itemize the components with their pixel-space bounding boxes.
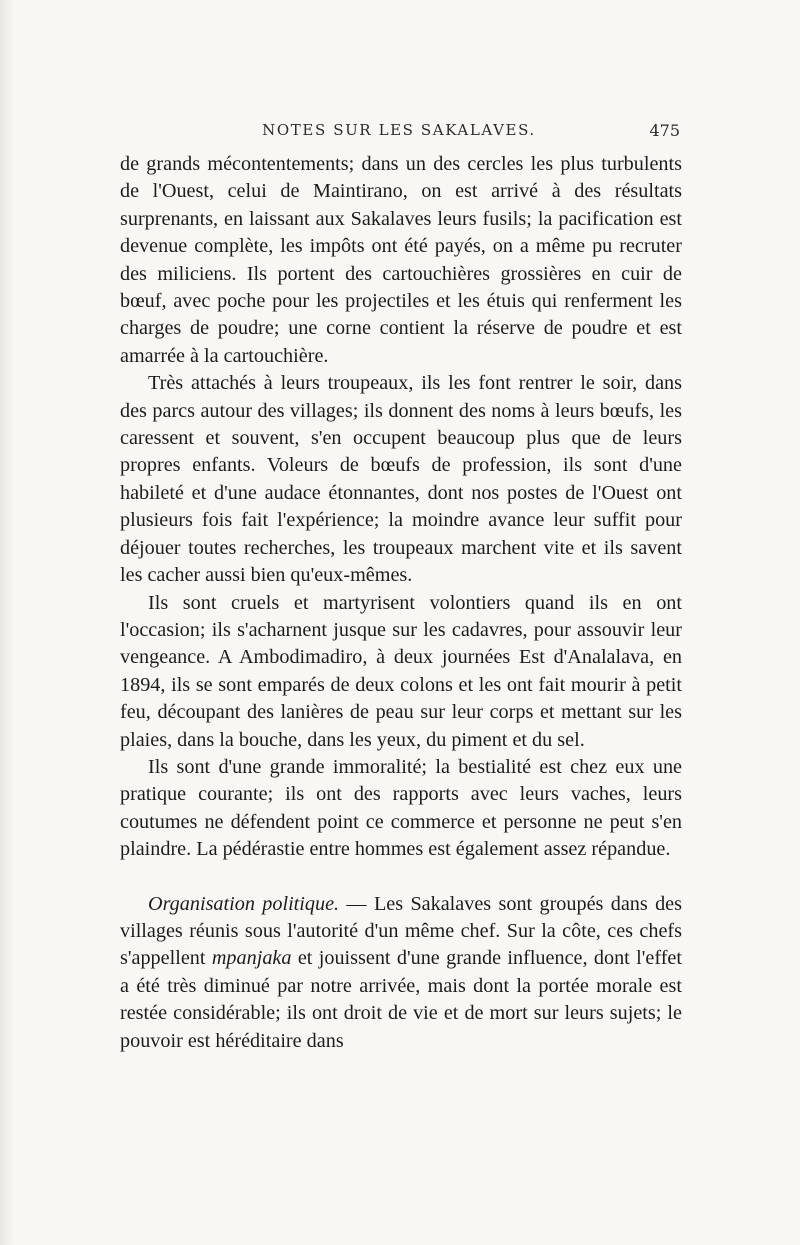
paragraph-1: de grands mécontentements; dans un des cercles les plus turbulents de l'Ouest, celui de Maintirano, on est arrivé à des résultats surprenants, en laissant aux Sakalaves leurs fusils; la pacification est devenue complète, les impôts ont été payés, on a même pu recruter des miliciens. Ils portent des cartouchières grossières en cuir de bœuf, avec poche pour les projectiles et les étuis qui renferment les charges de poudre; une corne contient la réserve de poudre et est amarrée à la cartouchière. [120, 153, 682, 367]
term-mpanjaka: mpanjaka [211, 947, 292, 970]
section-text-end: et jouissent d'une grande influence, dont l'effet a été très diminué par notre arrivée, mais dont la portée morale est restée considérable; ils ont droit de vie et de mort sur leurs sujets; le pouvoir est héréditaire dans [120, 947, 683, 1052]
section-text: — Les Sakalaves sont groupés dans des villages réunis sous l'autorité d'un même chef. Sur la côte, ces chefs s'appellent [120, 892, 682, 970]
scan-edge-shadow [0, 0, 14, 1245]
paragraph-4: Ils sont d'une grande immoralité; la bestialité est chez eux une pratique courante; ils ont des rapports avec leurs vaches, leurs coutumes ne défendent point ce commerce et personne ne peut s'en plaindre. La pédérastie entre hommes est également assez répandue. [120, 755, 682, 861]
body-text [120, 151, 682, 1055]
page-number: 475 [649, 121, 680, 140]
section-heading: Organisation politique. [148, 892, 340, 915]
paragraph-2: Très attachés à leurs troupeaux, ils les font rentrer le soir, dans des parcs autour des villages; ils donnent des noms à leurs bœufs, les caressent et souvent, s'en occupent beaucoup plus que de leurs propres enfants. Voleurs de bœufs de profession, ils sont d'une habileté et d'une audace étonnantes, dont nos postes de l'Ouest ont plusieurs fois fait l'expérience; la moindre avance leur suffit pour déjouer toutes recherches, les troupeaux marchent vite et ils savent les cacher aussi bien qu'eux-mêmes. [120, 372, 682, 587]
paragraph-3: Ils sont cruels et martyrisent volontiers quand ils en ont l'occasion; ils s'acharnent jusque sur les cadavres, pour assouvir leur vengeance. A Ambodimadiro, à deux journées Est d'Analalava, en 1894, ils se sont emparés de deux colons et les ont fait mourir à petit feu, découpant des lanières de peau sur leur corps et mettant sur les plaies, dans la bouche, dans les yeux, du piment et du sel. [120, 591, 682, 751]
page-header [118, 121, 680, 143]
section-paragraph [120, 891, 682, 1055]
running-title: NOTES SUR LES SAKALAVES. [262, 121, 536, 139]
